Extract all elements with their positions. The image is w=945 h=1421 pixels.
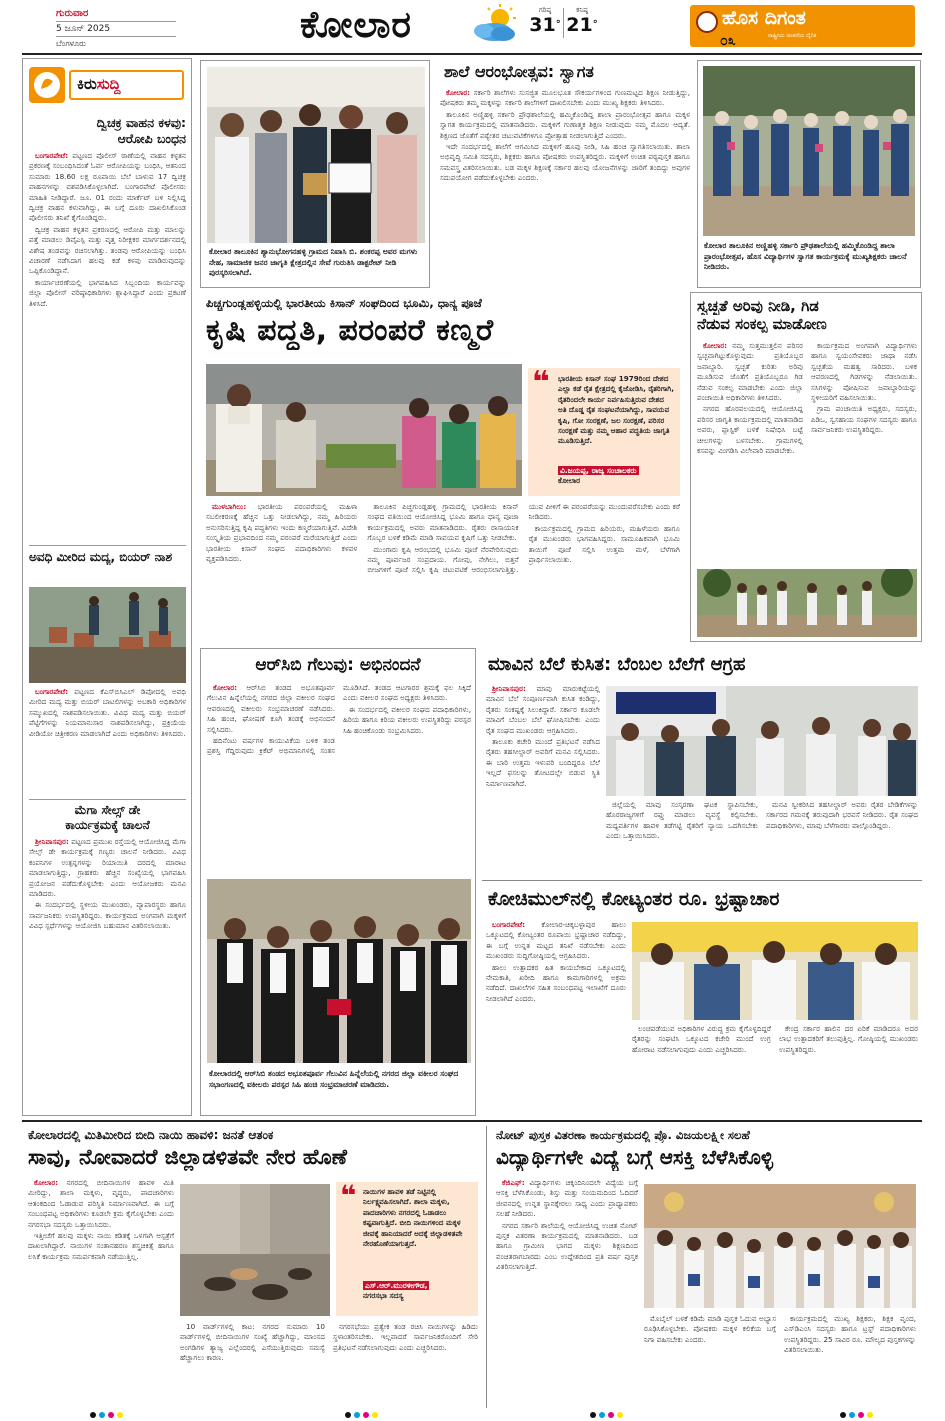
kochimul-p3: ಲಂಚಪಡೆಯುವ ಅಧಿಕಾರಿಗಳ ವಿರುದ್ಧ ಕ್ರಮ ಕೈಗೊಳ್ಳದಿದ್ದರೆ ರೈತರನ್ನು ಸಂಘಟಿಸಿ ಒಕ್ಕೂಟದ ಕಚೇರಿ ಮುಂದೆ ಉಗ್ರ ಹೋರಾಟ ನಡೆಸಲಾಗುವುದು ಎಂದು ಎಚ್ಚರಿಸಿದರು. bbox=[632, 1024, 771, 1054]
school-p3: ಇದೇ ಸಂದರ್ಭದಲ್ಲಿ ಶಾಲೆಗೆ ಆಗಮಿಸಿದ ಮಕ್ಕಳಿಗೆ ಹೂವು ನೀಡಿ, ಸಿಹಿ ಹಂಚಿ ಸ್ವಾಗತಿಸಲಾಯಿತು. ಶಾಲಾ ಅಭಿವೃದ್ಧಿ ಸಮಿತಿ ಸದಸ್ಯರು, ಶಿಕ್ಷಕರು ಹಾಗೂ ಪೋಷಕರು ಉಪಸ್ಥಿತರಿದ್ದರು. ಮಕ್ಕಳಿಗೆ ಉಚಿತ ಪಠ್ಯಪುಸ್ತಕ ಹಾಗೂ ಸಮವಸ್ತ್ರ ವಿತರಿಸಲಾಯಿತು. ಬಡ ಮಕ್ಕಳ ಶಿಕ್ಷಣಕ್ಕೆ ಸರ್ಕಾರ ಹಲವು ಯೋಜನೆಗಳನ್ನು ಜಾರಿಗೆ ತಂದಿದ್ದು ಅವುಗಳ ಸದುಪಯೋಗ ಪಡೆದುಕೊಳ್ಳಬೇಕು ಎಂದರು. bbox=[440, 142, 690, 183]
krishi-p1: ಭಾರತೀಯ ಪರಂಪರೆಯಲ್ಲಿ ಮಹಿಳಾ ಸಬಲೀಕರಣಕ್ಕೆ ಹೆಚ್ಚಿನ ಒತ್ತು ನೀಡಲಾಗಿದ್ದು, ನಮ್ಮ ಹಿರಿಯರು ಅನುಸರಿಸುತ್ತಿದ್ದ ಕೃಷಿ ಪದ್ಧತಿಗಳು ಇಂದು ಕಣ್ಮರೆಯಾಗುತ್ತಿವೆ. ವಿದೇಶಿ ಸಂಸ್ಕೃತಿಯ ಪ್ರಭಾವದಿಂದ ನಮ್ಮ ಪರಂಪರೆ ಮರೆಯಾಗುತ್ತಿದೆ ಎಂದು ಭಾರತೀಯ ಕಿಸಾನ್ ಸಂಘದ ಪದಾಧಿಕಾರಿಗಳು ಕಳವಳ ವ್ಯಕ್ತಪಡಿಸಿದರು. bbox=[206, 502, 358, 564]
swachhate-block bbox=[690, 292, 922, 642]
bike-theft-dateline: ಬಂಗಾರಪೇಟೆ: bbox=[35, 151, 69, 160]
school-p1: ಸರ್ಕಾರಿ ಶಾಲೆಗಳು ಸುಸಜ್ಜಿತ ಮೂಲಭೂತ ಸೌಕರ್ಯಗಳಿಂದ ಗುಣಮಟ್ಟದ ಶಿಕ್ಷಣ ನೀಡುತ್ತಿದ್ದು, ಪೋಷಕರು ತಮ್ಮ ಮಕ್ಕಳನ್ನು ಸರ್ಕಾರಿ ಶಾಲೆಗಳಿಗೆ ದಾಖಲಿಸಬೇಕು ಎಂದು ಮುಖ್ಯ ಶಿಕ್ಷಕರು ತಿಳಿಸಿದರು. bbox=[440, 88, 690, 108]
max-temp-deg: ° bbox=[555, 19, 561, 30]
swachhate-p3: ಕಾರ್ಯಕ್ರಮದ ಅಂಗವಾಗಿ ವಿದ್ಯಾರ್ಥಿಗಳು ಹಾಗೂ ಸ್ವಯಂಸೇವಕರು ಜಾಥಾ ನಡೆಸಿ ಸ್ವಚ್ಛತೆಯ ಮಹತ್ವ ಸಾರಿದರು. ಬಳಿಕ ಆವರಣದಲ್ಲಿ ಗಿಡಗಳನ್ನು ನೆಡಲಾಯಿತು. ಸಸಿಗಳನ್ನು ಪೋಷಿಸುವ ಜವಾಬ್ದಾರಿಯನ್ನು ಸ್ಥಳೀಯರಿಗೆ ವಹಿಸಲಾಯಿತು. bbox=[811, 341, 917, 403]
mango-dateline: ಶ್ರೀನಿವಾಸಪುರ: bbox=[492, 684, 526, 693]
mega-sale-body bbox=[29, 837, 186, 1105]
rcb-body bbox=[207, 683, 471, 873]
mango-body-right bbox=[606, 800, 918, 874]
registration-marks-right-a bbox=[590, 1412, 623, 1418]
krishi-p4: ಕಾರ್ಯಕ್ರಮದಲ್ಲಿ ಗ್ರಾಮದ ಹಿರಿಯರು, ಮಹಿಳೆಯರು ಹಾಗೂ ರೈತ ಮುಖಂಡರು ಭಾಗವಹಿಸಿದ್ದರು. ಸಾಮೂಹಿಕವಾಗಿ ಭೂಮಿ ತಾಯಿಗೆ ಪೂಜೆ ಸಲ್ಲಿಸಿ ಉತ್ತಮ ಮಳೆ, ಬೆಳೆಗಾಗಿ ಪ್ರಾರ್ಥಿಸಲಾಯಿತು. bbox=[528, 523, 680, 565]
krishi-quote-author: ವಿ.ಜಯಪ್ಪ, ರಾಜ್ಯ ಸಂಚಾಲಕರು bbox=[560, 466, 637, 475]
krishi-quote-place: ಕೋಲಾರ bbox=[558, 476, 581, 485]
rcb-p2: ಹದಿನೆಂಟು ವರ್ಷಗಳ ಕಾಯುವಿಕೆಯ ಬಳಿಕ ತಂಡ ಪ್ರಶಸ್ತಿ ಗೆದ್ದಿರುವುದು ಕ್ರಿಕೆಟ್ ಅಭಿಮಾನಿಗಳಲ್ಲಿ ಸಂತಸ ಮೂಡಿಸಿದೆ. ತಂಡದ ಆಟಗಾರರ ಶ್ರಮಕ್ಕೆ ಫಲ ಸಿಕ್ಕಿದೆ ಎಂದು ವಕೀಲರ ಸಂಘದ ಅಧ್ಯಕ್ಷರು ತಿಳಿಸಿದರು. bbox=[207, 683, 471, 756]
masthead bbox=[0, 0, 945, 50]
hand-icon bbox=[29, 67, 65, 103]
mango-p3: ಜಿಲ್ಲೆಯಲ್ಲಿ ಮಾವು ಸಂಸ್ಕರಣಾ ಘಟಕ ಸ್ಥಾಪಿಸಬೇಕು, ಹೊರರಾಜ್ಯಗಳಿಗೆ ರಫ್ತು ಮಾಡಲು ವ್ಯವಸ್ಥೆ ಕಲ್ಪಿಸಬೇಕು. ಮಧ್ಯವರ್ತಿಗಳ ಹಾವಳಿ ತಡೆಗಟ್ಟಿ ರೈತರಿಗೆ ನ್ಯಾಯ ಒದಗಿಸಬೇಕು ಎಂದು ಒತ್ತಾಯಿಸಿದರು. bbox=[606, 800, 758, 841]
krishi-block bbox=[200, 292, 684, 642]
max-temp-label: ಗರಿಷ್ಠ bbox=[538, 6, 552, 14]
bike-theft-body bbox=[29, 151, 186, 536]
mega-sale-dateline: ಶ್ರೀನಿವಾಸಪುರ: bbox=[35, 837, 69, 846]
doctorate-block bbox=[200, 60, 430, 288]
min-temp-value: 21 bbox=[566, 14, 593, 36]
mango-block bbox=[482, 648, 922, 876]
dogs-quote-role: ನಗರಸಭಾ ಸದಸ್ಯ bbox=[363, 1291, 404, 1300]
mega-sale-title-2: ಕಾರ್ಯಕ್ರಮಕ್ಕೆ ಚಾಲನೆ bbox=[65, 818, 150, 832]
school-p2: ತಾಲೂಕಿನ ಅಣ್ಣಿಹಳ್ಳಿ ಸರ್ಕಾರಿ ಪ್ರೌಢಶಾಲೆಯಲ್ಲಿ ಹಮ್ಮಿಕೊಂಡಿದ್ದ ಶಾಲಾ ಪ್ರಾರಂಭೋತ್ಸವ ಹಾಗೂ ಮಕ್ಕಳ ಸ್ವಾಗತ ಕಾರ್ಯಕ್ರಮದಲ್ಲಿ ಮಾತನಾಡಿದರು. ಮಕ್ಕಳಿಗೆ ಗುಣಾತ್ಮಕ ಶಿಕ್ಷಣ ನೀಡುವುದು ನಮ್ಮ ಮೊದಲ ಆದ್ಯತೆ. ಶಿಕ್ಷಣದ ಜೊತೆಗೆ ಪಠ್ಯೇತರ ಚಟುವಟಿಕೆಗಳಿಗೂ ಪ್ರೋತ್ಸಾಹ ನೀಡಲಾಗುತ್ತಿದೆ ಎಂದರು. bbox=[440, 109, 690, 140]
bike-theft-p1: ಪಟ್ಟಣದ ಪೊಲೀಸ್ ಠಾಣೆಯಲ್ಲಿ ವಾಹನ ಕಳ್ಳತನ ಪ್ರಕರಣಕ್ಕೆ ಸಂಬಂಧಿಸಿದಂತೆ ಓರ್ವ ಆರೋಪಿಯನ್ನು ಬಂಧಿಸಿ, ಆತನಿಂದ ಸುಮಾರು 18.60 ಲಕ್ಷ ರೂಪಾಯಿ ಬೆಲೆ ಬಾಳುವ 17 ದ್ವಿಚಕ್ರ ವಾಹನಗಳನ್ನು ವಶಪಡಿಸಿಕೊಳ್ಳಲಾಗಿದೆ. ಬಂಗಾರಪೇಟೆ ಪೊಲೀಸರು ಮಾಹಿತಿ ನೀಡಿದ್ದಾರೆ. ಜೂ. 01 ರಂದು ಮಾರ್ಕೆಟ್ ಬಳಿ ನಿಲ್ಲಿಸಿದ್ದ ದ್ವಿಚಕ್ರ ವಾಹನ ಕಳುವಾಗಿದ್ದು, ಈ ಬಗ್ಗೆ ದೂರು ದಾಖಲಿಸಿಕೊಂಡ ಪೊಲೀಸರು ತನಿಖೆ ಕೈಗೊಂಡಿದ್ದರು. bbox=[29, 151, 186, 223]
school-body bbox=[440, 88, 690, 284]
brief-bike-theft bbox=[29, 115, 186, 536]
min-temp-label: ಕನಿಷ್ಠ bbox=[576, 6, 588, 14]
notebook-p4: ಕಾರ್ಯಕ್ರಮದಲ್ಲಿ ಮುಖ್ಯ ಶಿಕ್ಷಕರು, ಶಿಕ್ಷಕ ವೃಂದ, ಎಸ್‌ಡಿಎಂಸಿ ಸದಸ್ಯರು ಹಾಗೂ ಟ್ರಸ್ಟ್ ಪದಾಧಿಕಾರಿಗಳು ಉಪಸ್ಥಿತರಿದ್ದರು. 25 ಸಾವಿರ ರೂ. ಮೌಲ್ಯದ ಪುಸ್ತಕಗಳನ್ನು ವಿತರಿಸಲಾಯಿತು. bbox=[784, 1314, 916, 1355]
notebook-body-right bbox=[644, 1314, 916, 1406]
krishi-p2: ತಾಲೂಕಿನ ಪಿಚ್ಚಗುಂಡ್ಲಹಳ್ಳಿ ಗ್ರಾಮದಲ್ಲಿ ಭಾರತೀಯ ಕಿಸಾನ್ ಸಂಘದ ವತಿಯಿಂದ ಆಯೋಜಿಸಿದ್ದ ಭೂಮಿ ಹಾಗೂ ಧಾನ್ಯ ಪೂಜಾ ಕಾರ್ಯಕ್ರಮದಲ್ಲಿ ಅವರು ಮಾತನಾಡಿದರು. ರೈತರು ರಾಸಾಯನಿಕ ಗೊಬ್ಬರ ಬಳಕೆ ಕಡಿಮೆ ಮಾಡಿ ಸಾವಯವ ಕೃಷಿಗೆ ಒತ್ತು ನೀಡಬೇಕು. bbox=[367, 502, 519, 543]
max-temp-block bbox=[529, 6, 561, 35]
notebook-p1: ವಿದ್ಯಾರ್ಥಿಗಳು ಚಿಕ್ಕಂದಿನಿಂದಲೇ ವಿದ್ಯೆಯ ಬಗ್ಗೆ ಆಸಕ್ತಿ ಬೆಳೆಸಿಕೊಂಡು, ಶಿಸ್ತು ಮತ್ತು ಸಂಯಮದಿಂದ ಓದಿದರೆ ಜೀವನದಲ್ಲಿ ಉನ್ನತ ಸ್ಥಾನಕ್ಕೇರಲು ಸಾಧ್ಯ ಎಂದು ಪ್ರಾಧ್ಯಾಪಕರು ಸಲಹೆ ನೀಡಿದರು. bbox=[496, 1178, 638, 1219]
mango-p1: ಮಾವು ಮಾರುಕಟ್ಟೆಯಲ್ಲಿ ಮಾವಿನ ಬೆಲೆ ಸಂಪೂರ್ಣವಾಗಿ ಕುಸಿತ ಕಂಡಿದ್ದು, ರೈತರು ಸಂಕಷ್ಟಕ್ಕೆ ಸಿಲುಕಿದ್ದಾರೆ. ಸರ್ಕಾರ ಕೂಡಲೇ ಮಾವಿಗೆ ಬೆಂಬಲ ಬೆಲೆ ಘೋಷಿಸಬೇಕು ಎಂದು ರೈತ ಸಂಘದ ಮುಖಂಡರು ಆಗ್ರಹಿಸಿದರು. bbox=[486, 684, 600, 735]
liquor-body bbox=[29, 687, 186, 795]
dogs-body-left bbox=[28, 1178, 174, 1406]
kirusuddi-label-b: ಸುದ್ದಿ bbox=[96, 75, 121, 93]
notebook-dateline: ಕೆಜಿಎಫ್: bbox=[502, 1178, 525, 1187]
bike-theft-p2: ದ್ವಿಚಕ್ರ ವಾಹನ ಕಳ್ಳತನ ಪ್ರಕರಣದಲ್ಲಿ ಆರೋಪಿ ಮತ್ತು ಮಾಲನ್ನು ಪತ್ತೆ ಮಾಡಲು ಡಿವೈಎಸ್ಪಿ ಮತ್ತು ವೃತ್ತ ನಿರೀಕ್ಷಕರ ಮಾರ್ಗದರ್ಶನದಲ್ಲಿ ವಿಶೇಷ ತಂಡವನ್ನು ರಚಿಸಲಾಗಿತ್ತು. ತಂಡವು ಆರೋಪಿಯನ್ನು ಬಂಧಿಸಿ ವಿಚಾರಣೆ ನಡೆಸಿದಾಗ ಹಲವು ಕಡೆ ಕಳವು ಮಾಡಿರುವುದನ್ನು ಒಪ್ಪಿಕೊಂಡಿದ್ದಾನೆ. bbox=[29, 224, 186, 276]
min-temp-deg: ° bbox=[592, 19, 598, 30]
paper-tagline: ರಾಷ್ಟ್ರೀಯ ಚಿಂತನೆಯ ದೈನಿಕ bbox=[768, 33, 817, 39]
krishi-dateline: ಮುಳಬಾಗಿಲು: bbox=[212, 502, 247, 511]
rcb-photo bbox=[207, 879, 471, 1063]
krishi-p3: ಮುಂಗಾರು ಕೃಷಿ ಆರಂಭದಲ್ಲಿ ಭೂಮಿ ಪೂಜೆ ನೆರವೇರಿಸುವುದು ನಮ್ಮ ಪೂರ್ವಜರ ಸಂಪ್ರದಾಯ. ಗೋವು, ನೇಗಿಲು, ಬಿತ್ತನೆ ಬೀಜಗಳಿಗೆ ಪೂಜೆ ಸಲ್ಲಿಸಿ ಕೃಷಿ ಚಟುವಟಿಕೆ ಆರಂಭಿಸಲಾಗುತ್ತಿತ್ತು. ಯುವ ಪೀಳಿಗೆ ಈ ಪರಂಪರೆಯನ್ನು ಮುಂದುವರೆಸಬೇಕು ಎಂದು ಕರೆ ನೀಡಿದರು. bbox=[367, 502, 680, 575]
dogs-p4: ನಗರಸಭೆಯು ಪ್ರತ್ಯೇಕ ತಂಡ ರಚಿಸಿ ನಾಯಿಗಳನ್ನು ಹಿಡಿದು ಸ್ಥಳಾಂತರಿಸಬೇಕು. ಇಲ್ಲವಾದರೆ ಸಾರ್ವಜನಿಕರೊಂದಿಗೆ ಸೇರಿ ಪ್ರತಿಭಟನೆ ನಡೆಸಲಾಗುವುದು ಎಂದು ಎಚ್ಚರಿಸಿದರು. bbox=[333, 1322, 478, 1352]
kochimul-body-left bbox=[486, 920, 626, 1114]
rcb-block bbox=[200, 648, 476, 1116]
rcb-p1: ಆರ್‌ಸಿಬಿ ತಂಡದ ಅಭೂತಪೂರ್ವ ಗೆಲುವಿನ ಹಿನ್ನೆಲೆಯಲ್ಲಿ ನಗರದ ಜಿಲ್ಲಾ ವಕೀಲರ ಸಂಘದ ಆವರಣದಲ್ಲಿ ವಕೀಲರು ಸಂಭ್ರಮಾಚರಣೆ ನಡೆಸಿದರು. ಸಿಹಿ ಹಂಚಿ, ಘೋಷಣೆ ಕೂಗಿ ತಂಡಕ್ಕೆ ಅಭಿನಂದನೆ ಸಲ್ಲಿಸಿದರು. bbox=[207, 683, 335, 734]
dogs-p1: ನಗರದಲ್ಲಿ ಬೀದಿನಾಯಿಗಳ ಹಾವಳಿ ಮಿತಿ ಮೀರಿದ್ದು, ಶಾಲಾ ಮಕ್ಕಳು, ವೃದ್ಧರು, ಪಾದಚಾರಿಗಳು ಆತಂಕದಿಂದ ಓಡಾಡುವ ಪರಿಸ್ಥಿತಿ ನಿರ್ಮಾಣವಾಗಿದೆ. ಈ ಬಗ್ಗೆ ಸಂಬಂಧಪಟ್ಟ ಅಧಿಕಾರಿಗಳು ಕೂಡಲೇ ಕ್ರಮ ಕೈಗೊಳ್ಳಬೇಕು ಎಂದು ನಗರಸಭಾ ಸದಸ್ಯರು ಒತ್ತಾಯಿಸಿದರು. bbox=[28, 1178, 174, 1229]
swachhate-p4: ಗ್ರಾಮ ಪಂಚಾಯಿತಿ ಅಧ್ಯಕ್ಷರು, ಸದಸ್ಯರು, ಪಿಡಿಒ, ಸ್ವಸಹಾಯ ಸಂಘಗಳ ಸದಸ್ಯರು ಹಾಗೂ ಸಾರ್ವಜನಿಕರು ಉಪಸ್ಥಿತರಿದ್ದರು. bbox=[811, 404, 917, 435]
notebook-body-left bbox=[496, 1178, 638, 1406]
dogs-p3: 10 ವಾರ್ಡ್‌ಗಳಲ್ಲಿ ಕಾಟ: ನಗರದ ಸುಮಾರು 10 ವಾರ್ಡ್‌ಗಳಲ್ಲಿ ಬೀದಿನಾಯಿಗಳ ಸಂಖ್ಯೆ ಹೆಚ್ಚಾಗಿದ್ದು, ಮಾಂಸದ ಅಂಗಡಿಗಳ ತ್ಯಾಜ್ಯ ಎಲ್ಲೆಂದರಲ್ಲಿ ಎಸೆಯುತ್ತಿರುವುದು ಸಮಸ್ಯೆ ಹೆಚ್ಚಾಗಲು ಕಾರಣ. bbox=[180, 1322, 325, 1363]
logo-emblem-icon bbox=[696, 11, 718, 33]
school-title: ಶಾಲೆ ಆರಂಭೋತ್ಸವ: ಸ್ವಾಗತ bbox=[444, 62, 594, 81]
kochimul-body-right bbox=[632, 1024, 918, 1114]
min-temp-block bbox=[566, 6, 598, 35]
dogs-kicker: ಕೋಲಾರದಲ್ಲಿ ಮಿತಿಮೀರಿದ ಬೀದಿ ನಾಯಿ ಹಾವಳಿ: ಜನತೆ ಆತಂಕ bbox=[28, 1128, 274, 1142]
rcb-title: ಆರ್‌ಸಿಬಿ ಗೆಲುವು: ಅಭಿನಂದನೆ bbox=[255, 655, 421, 675]
school-block bbox=[436, 60, 692, 288]
liquor-dateline: ಬಂಗಾರಪೇಟೆ: bbox=[35, 687, 69, 696]
quote-mark-icon: ❝ bbox=[532, 365, 550, 400]
notebook-p3: ಮೊಬೈಲ್ ಬಳಕೆ ಕಡಿಮೆ ಮಾಡಿ ಪುಸ್ತಕ ಓದುವ ಅಭ್ಯಾಸ ರೂಢಿಸಿಕೊಳ್ಳಬೇಕು. ಪೋಷಕರು ಮಕ್ಕಳ ಕಲಿಕೆಯ ಬಗ್ಗೆ ನಿಗಾ ವಹಿಸಬೇಕು ಎಂದರು. bbox=[644, 1314, 776, 1344]
notebook-p2: ನಗರದ ಸರ್ಕಾರಿ ಶಾಲೆಯಲ್ಲಿ ಆಯೋಜಿಸಿದ್ದ ಉಚಿತ ನೋಟ್ ಪುಸ್ತಕ ವಿತರಣಾ ಕಾರ್ಯಕ್ರಮದಲ್ಲಿ ಮಾತನಾಡಿದರು. ಬಡ ಹಾಗೂ ಗ್ರಾಮೀಣ ಭಾಗದ ಮಕ್ಕಳು ಶಿಕ್ಷಣದಿಂದ ವಂಚಿತರಾಗಬಾರದು ಎಂಬ ಉದ್ದೇಶದಿಂದ ಪ್ರತಿ ವರ್ಷ ಪುಸ್ತಕ ವಿತರಿಸಲಾಗುತ್ತಿದೆ. bbox=[496, 1220, 638, 1272]
school-photo bbox=[703, 66, 915, 236]
bike-theft-title-2: ಆರೋಪಿ ಬಂಧನ bbox=[117, 131, 186, 146]
city-label: ಬೆಂಗಳೂರು bbox=[56, 39, 86, 48]
swachhate-p2: ನಗರದ ಹೊರವಲಯದಲ್ಲಿ ಆಯೋಜಿಸಿದ್ದ ಪರಿಸರ ಜಾಗೃತಿ ಕಾರ್ಯಕ್ರಮದಲ್ಲಿ ಮಾತನಾಡಿದ ಅವರು, ಪ್ಲಾಸ್ಟಿಕ್ ಬಳಕೆ ನಿಷೇಧಿಸಿ ಬಟ್ಟೆ ಚೀಲಗಳನ್ನು ಬಳಸಬೇಕು. ಗ್ರಾಮಗಳಲ್ಲಿ ಕಸವನ್ನು ವಿಂಗಡಿಸಿ ವಿಲೇವಾರಿ ಮಾಡಬೇಕು. bbox=[697, 404, 803, 456]
mango-p4: ಮನವಿ ಸ್ವೀಕರಿಸಿದ ತಹಸೀಲ್ದಾರ್ ಅವರು ರೈತರ ಬೇಡಿಕೆಗಳನ್ನು ಸರ್ಕಾರದ ಗಮನಕ್ಕೆ ತರುವುದಾಗಿ ಭರವಸೆ ನೀಡಿದರು. ರೈತ ಸಂಘದ ಪದಾಧಿಕಾರಿಗಳು, ಮಾವು ಬೆಳೆಗಾರರು ಪಾಲ್ಗೊಂಡಿದ್ದರು. bbox=[766, 800, 918, 830]
rcb-caption: ಕೋಲಾರದಲ್ಲಿ ಆರ್‌ಸಿಬಿ ತಂಡದ ಅಭೂತಪೂರ್ವ ಗೆಲುವಿನ ಹಿನ್ನೆಲೆಯಲ್ಲಿ ನಗರದ ಜಿಲ್ಲಾ ವಕೀಲರ ಸಂಘದ ಸಭಾಂಗಣದಲ್ಲಿ ವಕೀಲರು ಪರಸ್ಪರ ಸಿಹಿ ಹಂಚಿ ಸಂಭ್ರಮಾಚರಣೆ ಮಾಡಿದರು. bbox=[209, 1069, 459, 1089]
bike-theft-p3: ಕಾರ್ಯಾಚರಣೆಯಲ್ಲಿ ಭಾಗವಹಿಸಿದ ಸಿಬ್ಬಂದಿಯ ಕಾರ್ಯವನ್ನು ಜಿಲ್ಲಾ ಪೊಲೀಸ್ ವರಿಷ್ಠಾಧಿಕಾರಿಗಳು ಶ್ಲಾಘಿಸಿದ್ದಾರೆ ಎಂದು ಪ್ರಕಟಣೆ ತಿಳಿಸಿದೆ. bbox=[29, 277, 186, 308]
kochimul-p4: ಕೇಂದ್ರ ಸರ್ಕಾರ ಹಾಲಿನ ದರ ಏರಿಕೆ ಮಾಡಿದರೂ ಅದರ ಲಾಭ ಉತ್ಪಾದಕರಿಗೆ ತಲುಪುತ್ತಿಲ್ಲ. ಗೋಷ್ಠಿಯಲ್ಲಿ ಮುಖಂಡರು ಉಪಸ್ಥಿತರಿದ್ದರು. bbox=[779, 1024, 918, 1054]
notebook-block bbox=[490, 1124, 922, 1408]
dogs-quote-text: ನಾಯಿಗಳ ಹಾವಳಿ ತಡೆ ನಿಟ್ಟಿನಲ್ಲಿ ನಿರ್ಲಕ್ಷ್ಯವಹಿಸಲಾಗಿದೆ. ಶಾಲಾ ಮಕ್ಕಳು, ಪಾದಚಾರಿಗಳು ನಗರದಲ್ಲಿ ಓಡಾಡಲು ಕಷ್ಟವಾಗುತ್ತಿದೆ. ಬೀದಿ ನಾಯಿಗಳಿಂದ ಮಕ್ಕಳ ಜೀವಕ್ಕೆ ಹಾನಿಯಾದರೆ ಅದಕ್ಕೆ ಜಿಲ್ಲಾಡಳಿತವೇ ನೇರಹೊಣೆಯಾಗುತ್ತದೆ. bbox=[363, 1187, 463, 1249]
date-block bbox=[56, 8, 176, 49]
krishi-title: ಕೃಷಿ ಪದ್ಧತಿ, ಪರಂಪರೆ ಕಣ್ಮರೆ bbox=[206, 313, 494, 348]
kochimul-photo bbox=[632, 922, 918, 1020]
dogs-block bbox=[22, 1124, 482, 1408]
bike-theft-title-1: ದ್ವಿಚಕ್ರ ವಾಹನ ಕಳವು: bbox=[96, 115, 186, 130]
kochimul-dateline: ಬಂಗಾರಪೇಟೆ: bbox=[492, 920, 526, 929]
liquor-p1: ಪಟ್ಟಣದ ಕೆಎಸ್‌ಬಿಸಿಎಲ್ ಡಿಪೋದಲ್ಲಿ ಅವಧಿ ಮೀರಿದ ಮದ್ಯ ಮತ್ತು ಬಿಯರ್ ಬಾಟಲಿಗಳನ್ನು ಅಬಕಾರಿ ಅಧಿಕಾರಿಗಳ ಸಮ್ಮುಖದಲ್ಲಿ ನಾಶಪಡಿಸಲಾಯಿತು. ವಿವಿಧ ಮದ್ಯ ಮತ್ತು ಬಿಯರ್ ಪೆಟ್ಟಿಗೆಗಳನ್ನು ನಿಯಮಾನುಸಾರ ನಾಶಪಡಿಸಲಾಗಿದ್ದು, ಪ್ರಕ್ರಿಯೆಯ ವೀಡಿಯೋ ಚಿತ್ರೀಕರಣ ಮಾಡಲಾಗಿದೆ ಎಂದು ಅಧಿಕಾರಿಗಳು ತಿಳಿಸಿದರು. bbox=[29, 687, 186, 738]
swachhate-p1: ನಮ್ಮ ಸುತ್ತಮುತ್ತಲಿನ ಪರಿಸರ ಸ್ವಚ್ಛವಾಗಿಟ್ಟುಕೊಳ್ಳುವುದು ಪ್ರತಿಯೊಬ್ಬರ ಜವಾಬ್ದಾರಿ. ಸ್ವಚ್ಛತೆ ಕುರಿತು ಅರಿವು ಮೂಡಿಸುವ ಜೊತೆಗೆ ಪ್ರತಿಯೊಬ್ಬರೂ ಗಿಡ ನೆಡುವ ಸಂಕಲ್ಪ ಮಾಡಬೇಕು ಎಂದು ಜಿಲ್ಲಾ ಪಂಚಾಯಿತಿ ಅಧಿಕಾರಿಗಳು ತಿಳಿಸಿದರು. bbox=[697, 341, 803, 403]
krishi-quote-box bbox=[528, 365, 680, 496]
weather-icon bbox=[470, 4, 522, 44]
section-title: ಕೋಲಾರ bbox=[300, 2, 413, 46]
dogs-quote-box bbox=[336, 1179, 478, 1316]
kochimul-block bbox=[482, 882, 922, 1116]
school-caption: ಕೋಲಾರ ತಾಲೂಕಿನ ಅಣ್ಣಿಹಳ್ಳಿ ಸರ್ಕಾರಿ ಪ್ರೌಢಶಾಲೆಯಲ್ಲಿ ಹಮ್ಮಿಕೊಂಡಿದ್ದ ಶಾಲಾ ಪ್ರಾರಂಭೋತ್ಸವ, ಹೊಸ ವಿದ್ಯಾರ್ಥಿಗಳ ಸ್ವಾಗತ ಕಾರ್ಯಕ್ರಮಕ್ಕೆ ಮುಖ್ಯಶಿಕ್ಷಕರು ಚಾಲನೆ ನೀಡಿದರು. bbox=[704, 241, 907, 272]
mega-sale-p1: ಪಟ್ಟಣದ ಪ್ರಮುಖ ರಸ್ತೆಯಲ್ಲಿ ಆಯೋಜಿಸಿದ್ದ ಮೆಗಾ ಸೇಲ್ಸ್ ಡೇ ಕಾರ್ಯಕ್ರಮಕ್ಕೆ ಗಣ್ಯರು ಚಾಲನೆ ನೀಡಿದರು. ವಿವಿಧ ಕಂಪನಿಗಳ ಉತ್ಪನ್ನಗಳನ್ನು ರಿಯಾಯಿತಿ ದರದಲ್ಲಿ ಮಾರಾಟ ಮಾಡಲಾಗುತ್ತಿದ್ದು, ಗ್ರಾಹಕರು ಹೆಚ್ಚಿನ ಸಂಖ್ಯೆಯಲ್ಲಿ ಭಾಗವಹಿಸಿ ಪ್ರಯೋಜನ ಪಡೆದುಕೊಳ್ಳಬೇಕು ಎಂದು ಆಯೋಜಕರು ಮನವಿ ಮಾಡಿದರು. bbox=[29, 837, 186, 899]
notebook-photo bbox=[644, 1184, 916, 1308]
dogs-photo bbox=[180, 1184, 330, 1316]
max-temp-value: 31 bbox=[529, 14, 556, 36]
mega-sale-p2: ಈ ಸಂದರ್ಭದಲ್ಲಿ ಸ್ಥಳೀಯ ಮುಖಂಡರು, ವ್ಯಾಪಾರಸ್ಥರು ಹಾಗೂ ಸಾರ್ವಜನಿಕರು ಉಪಸ್ಥಿತರಿದ್ದರು. ಕಾರ್ಯಕ್ರಮದ ಅಂಗವಾಗಿ ಮಕ್ಕಳಿಗೆ ವಿವಿಧ ಸ್ಪರ್ಧೆಗಳನ್ನು ಆಯೋಜಿಸಿ ಬಹುಮಾನ ವಿತರಿಸಲಾಯಿತು. bbox=[29, 900, 186, 931]
dogs-p2: ಇತ್ತೀಚೆಗೆ ಹಲವು ಮಕ್ಕಳು ನಾಯಿ ಕಡಿತಕ್ಕೆ ಒಳಗಾಗಿ ಆಸ್ಪತ್ರೆಗೆ ದಾಖಲಾಗಿದ್ದಾರೆ. ನಾಯಿಗಳ ಸಂತಾನಹರಣ ಶಸ್ತ್ರಚಿಕಿತ್ಸೆ ಹಾಗೂ ಲಸಿಕೆ ಕಾರ್ಯಕ್ರಮ ಸಮರ್ಪಕವಾಗಿ ನಡೆಯುತ್ತಿಲ್ಲ. bbox=[28, 1231, 174, 1261]
krishi-kicker: ಪಿಚ್ಚಗುಂಡ್ಲಹಳ್ಳಿಯಲ್ಲಿ ಭಾರತೀಯ ಕಿಸಾನ್ ಸಂಘದಿಂದ ಭೂಮಿ, ಧಾನ್ಯ ಪೂಜೆ bbox=[206, 296, 482, 310]
kochimul-p2: ಹಾಲು ಉತ್ಪಾದಕರ ಹಿತ ಕಾಯಬೇಕಾದ ಒಕ್ಕೂಟದಲ್ಲಿ ನೇಮಕಾತಿ, ಖರೀದಿ ಹಾಗೂ ಕಾಮಗಾರಿಗಳಲ್ಲಿ ಅಕ್ರಮ ನಡೆದಿದೆ. ದಾಖಲೆಗಳ ಸಹಿತ ಸಂಬಂಧಪಟ್ಟ ಇಲಾಖೆಗೆ ದೂರು ನೀಡಲಾಗಿದೆ ಎಂದರು. bbox=[486, 962, 626, 1003]
date-label: 5 ಜೂನ್ 2025 bbox=[56, 24, 111, 34]
school-photo-block bbox=[697, 60, 921, 288]
registration-marks-center bbox=[345, 1412, 378, 1418]
rcb-p3: ಈ ಸಂದರ್ಭದಲ್ಲಿ ವಕೀಲರ ಸಂಘದ ಪದಾಧಿಕಾರಿಗಳು, ಹಿರಿಯ ಹಾಗೂ ಕಿರಿಯ ವಕೀಲರು ಉಪಸ್ಥಿತರಿದ್ದು ಪರಸ್ಪರ ಸಿಹಿ ಹಂಚಿಕೊಂಡು ಸಂಭ್ರಮಿಸಿದರು. bbox=[343, 704, 471, 735]
doctorate-photo bbox=[207, 67, 425, 243]
mango-title: ಮಾವಿನ ಬೆಲೆ ಕುಸಿತ: ಬೆಂಬಲ ಬೆಲೆಗೆ ಆಗ್ರಹ bbox=[488, 654, 746, 675]
brief-liquor bbox=[29, 549, 186, 565]
kirusuddi-column bbox=[22, 58, 192, 1116]
swachhate-photo bbox=[697, 569, 917, 637]
dogs-dateline: ಕೋಲಾರ: bbox=[34, 1178, 59, 1187]
dogs-quote-mark-icon: ❝ bbox=[340, 1179, 357, 1212]
dogs-title: ಸಾವು, ನೋವಾದರೆ ಜಿಲ್ಲಾಡಳಿತವೇ ನೇರ ಹೊಣೆ bbox=[28, 1145, 347, 1169]
registration-marks-right-b bbox=[840, 1412, 873, 1418]
page-number: ೦೩ bbox=[720, 33, 736, 49]
notebook-kicker: ನೋಟ್ ಪುಸ್ತಕ ವಿತರಣಾ ಕಾರ್ಯಕ್ರಮದಲ್ಲಿ ಪ್ರೊ. ವಿಜಯಲಕ್ಷ್ಮೀ ಸಲಹೆ bbox=[496, 1128, 750, 1142]
dogs-quote-author: ಎಸ್.ಆರ್.ಮುರಳೀಗೌಡ, bbox=[365, 1281, 428, 1290]
swachhate-dateline: ಕೋಲಾರ: bbox=[703, 341, 728, 350]
rcb-dateline: ಕೋಲಾರ: bbox=[213, 683, 238, 692]
kochimul-title: ಕೋಚಿಮುಲ್‌ನಲ್ಲಿ ಕೋಟ್ಯಂತರ ರೂ. ಭ್ರಷ್ಟಾಚಾರ bbox=[488, 888, 780, 910]
kochimul-p1: ಕೋಲಾರ-ಚಿಕ್ಕಬಳ್ಳಾಪುರ ಹಾಲು ಒಕ್ಕೂಟದಲ್ಲಿ ಕೋಟ್ಯಂತರ ರೂಪಾಯಿ ಭ್ರಷ್ಟಾಚಾರ ನಡೆದಿದ್ದು, ಈ ಬಗ್ಗೆ ಉನ್ನತ ಮಟ್ಟದ ತನಿಖೆ ನಡೆಸಬೇಕು ಎಂದು ಮುಖಂಡರು ಸುದ್ದಿಗೋಷ್ಠಿಯಲ್ಲಿ ಆಗ್ರಹಿಸಿದರು. bbox=[486, 920, 626, 961]
school-dateline: ಕೋಲಾರ: bbox=[446, 88, 471, 97]
doctorate-caption: ಕೋಲಾರ ತಾಲೂಕಿನ ಶ್ಯಾನುಭೋಗನಹಳ್ಳಿ ಗ್ರಾಮದ ನಿವಾಸಿ ಬಿ. ಶಂಕರಪ್ಪ ಅವರ ಮಗಳು ನೇಹ, ಸಾಮಾಜಿಕ ಜನರ ಜಾಗೃತಿ ಕ್ಷೇತ್ರದಲ್ಲಿನ ಸೇವೆ ಗುರುತಿಸಿ ಡಾಕ್ಟರೇಟ್ ನೀಡಿ ಪುರಸ್ಕರಿಸಲಾಗಿದೆ. bbox=[209, 247, 418, 278]
kirusuddi-label-a: ಕಿರು bbox=[77, 75, 97, 93]
krishi-quote-text: ಭಾರತೀಯ ಕಿಸಾನ್ ಸಂಘ 1979ರಿಂದ ದೇಶದ ಎಲ್ಲಾ ಕಡೆ ರೈತ ಕ್ಷೇತ್ರದಲ್ಲಿ ಕೈಜೋಡಿಸಿ, ರೈತರಿಗಾಗಿ, ರೈತರಿಂದಲೇ ಕಾರ್ಯ ನಿರ್ವಹಿಸುತ್ತಿರುವ ದೇಶದ ಅತಿ ದೊಡ್ಡ ರೈತ ಸಂಘಟನೆಯಾಗಿದ್ದು, ಸಾವಯವ ಕೃಷಿ, ಗೋ ಸಂರಕ್ಷಣೆ, ಜಲ ಸಂರಕ್ಷಣೆ, ಪರಿಸರ ಸಂರಕ್ಷಣೆ ಮತ್ತು ನಮ್ಮ ಆಹಾರ ಪದ್ಧತಿಯ ಜಾಗೃತಿ ಮೂಡಿಸುತ್ತಿದೆ. bbox=[558, 374, 674, 446]
krishi-photo bbox=[206, 364, 522, 496]
mango-body-left bbox=[486, 684, 600, 874]
krishi-body bbox=[206, 502, 680, 640]
registration-marks-left bbox=[90, 1412, 123, 1418]
day-label: ಗುರುವಾರ bbox=[56, 8, 89, 19]
swachhate-body bbox=[697, 341, 917, 563]
notebook-title: ವಿದ್ಯಾರ್ಥಿಗಳೇ ವಿದ್ಯೆ ಬಗ್ಗೆ ಆಸಕ್ತಿ ಬೆಳೆಸಿಕೊಳ್ಳಿ bbox=[496, 1145, 774, 1169]
swachhate-title-2: ನೆಡುವ ಸಂಕಲ್ಪ ಮಾಡೋಣ bbox=[697, 315, 827, 333]
liquor-photo bbox=[29, 587, 186, 683]
liquor-title: ಅವಧಿ ಮೀರಿದ ಮದ್ಯ, ಬಿಯರ್ ನಾಶ bbox=[29, 550, 173, 564]
swachhate-title-1: ಸ್ವಚ್ಛತೆ ಅರಿವು ನೀಡಿ, ಗಿಡ bbox=[697, 297, 819, 315]
paper-name: ಹೊಸ ದಿಗಂತ bbox=[722, 7, 806, 29]
brief-mega-sale bbox=[29, 803, 186, 1105]
mega-sale-title-1: ಮೆಗಾ ಸೇಲ್ಸ್ ಡೇ bbox=[74, 803, 141, 817]
kirusuddi-badge bbox=[29, 67, 184, 103]
mango-photo bbox=[606, 686, 918, 796]
dogs-body-right bbox=[180, 1322, 478, 1406]
mango-p2: ತಾಲೂಕು ಕಚೇರಿ ಮುಂದೆ ಪ್ರತಿಭಟನೆ ನಡೆಸಿದ ರೈತರು ತಹಸೀಲ್ದಾರ್ ಅವರಿಗೆ ಮನವಿ ಸಲ್ಲಿಸಿದರು. ಈ ಬಾರಿ ಉತ್ತಮ ಇಳುವರಿ ಬಂದಿದ್ದರೂ ಬೆಲೆ ಇಲ್ಲದೆ ಫಸಲನ್ನು ತೋಟದಲ್ಲೇ ಬಿಡುವ ಸ್ಥಿತಿ ನಿರ್ಮಾಣವಾಗಿದೆ. bbox=[486, 737, 600, 788]
